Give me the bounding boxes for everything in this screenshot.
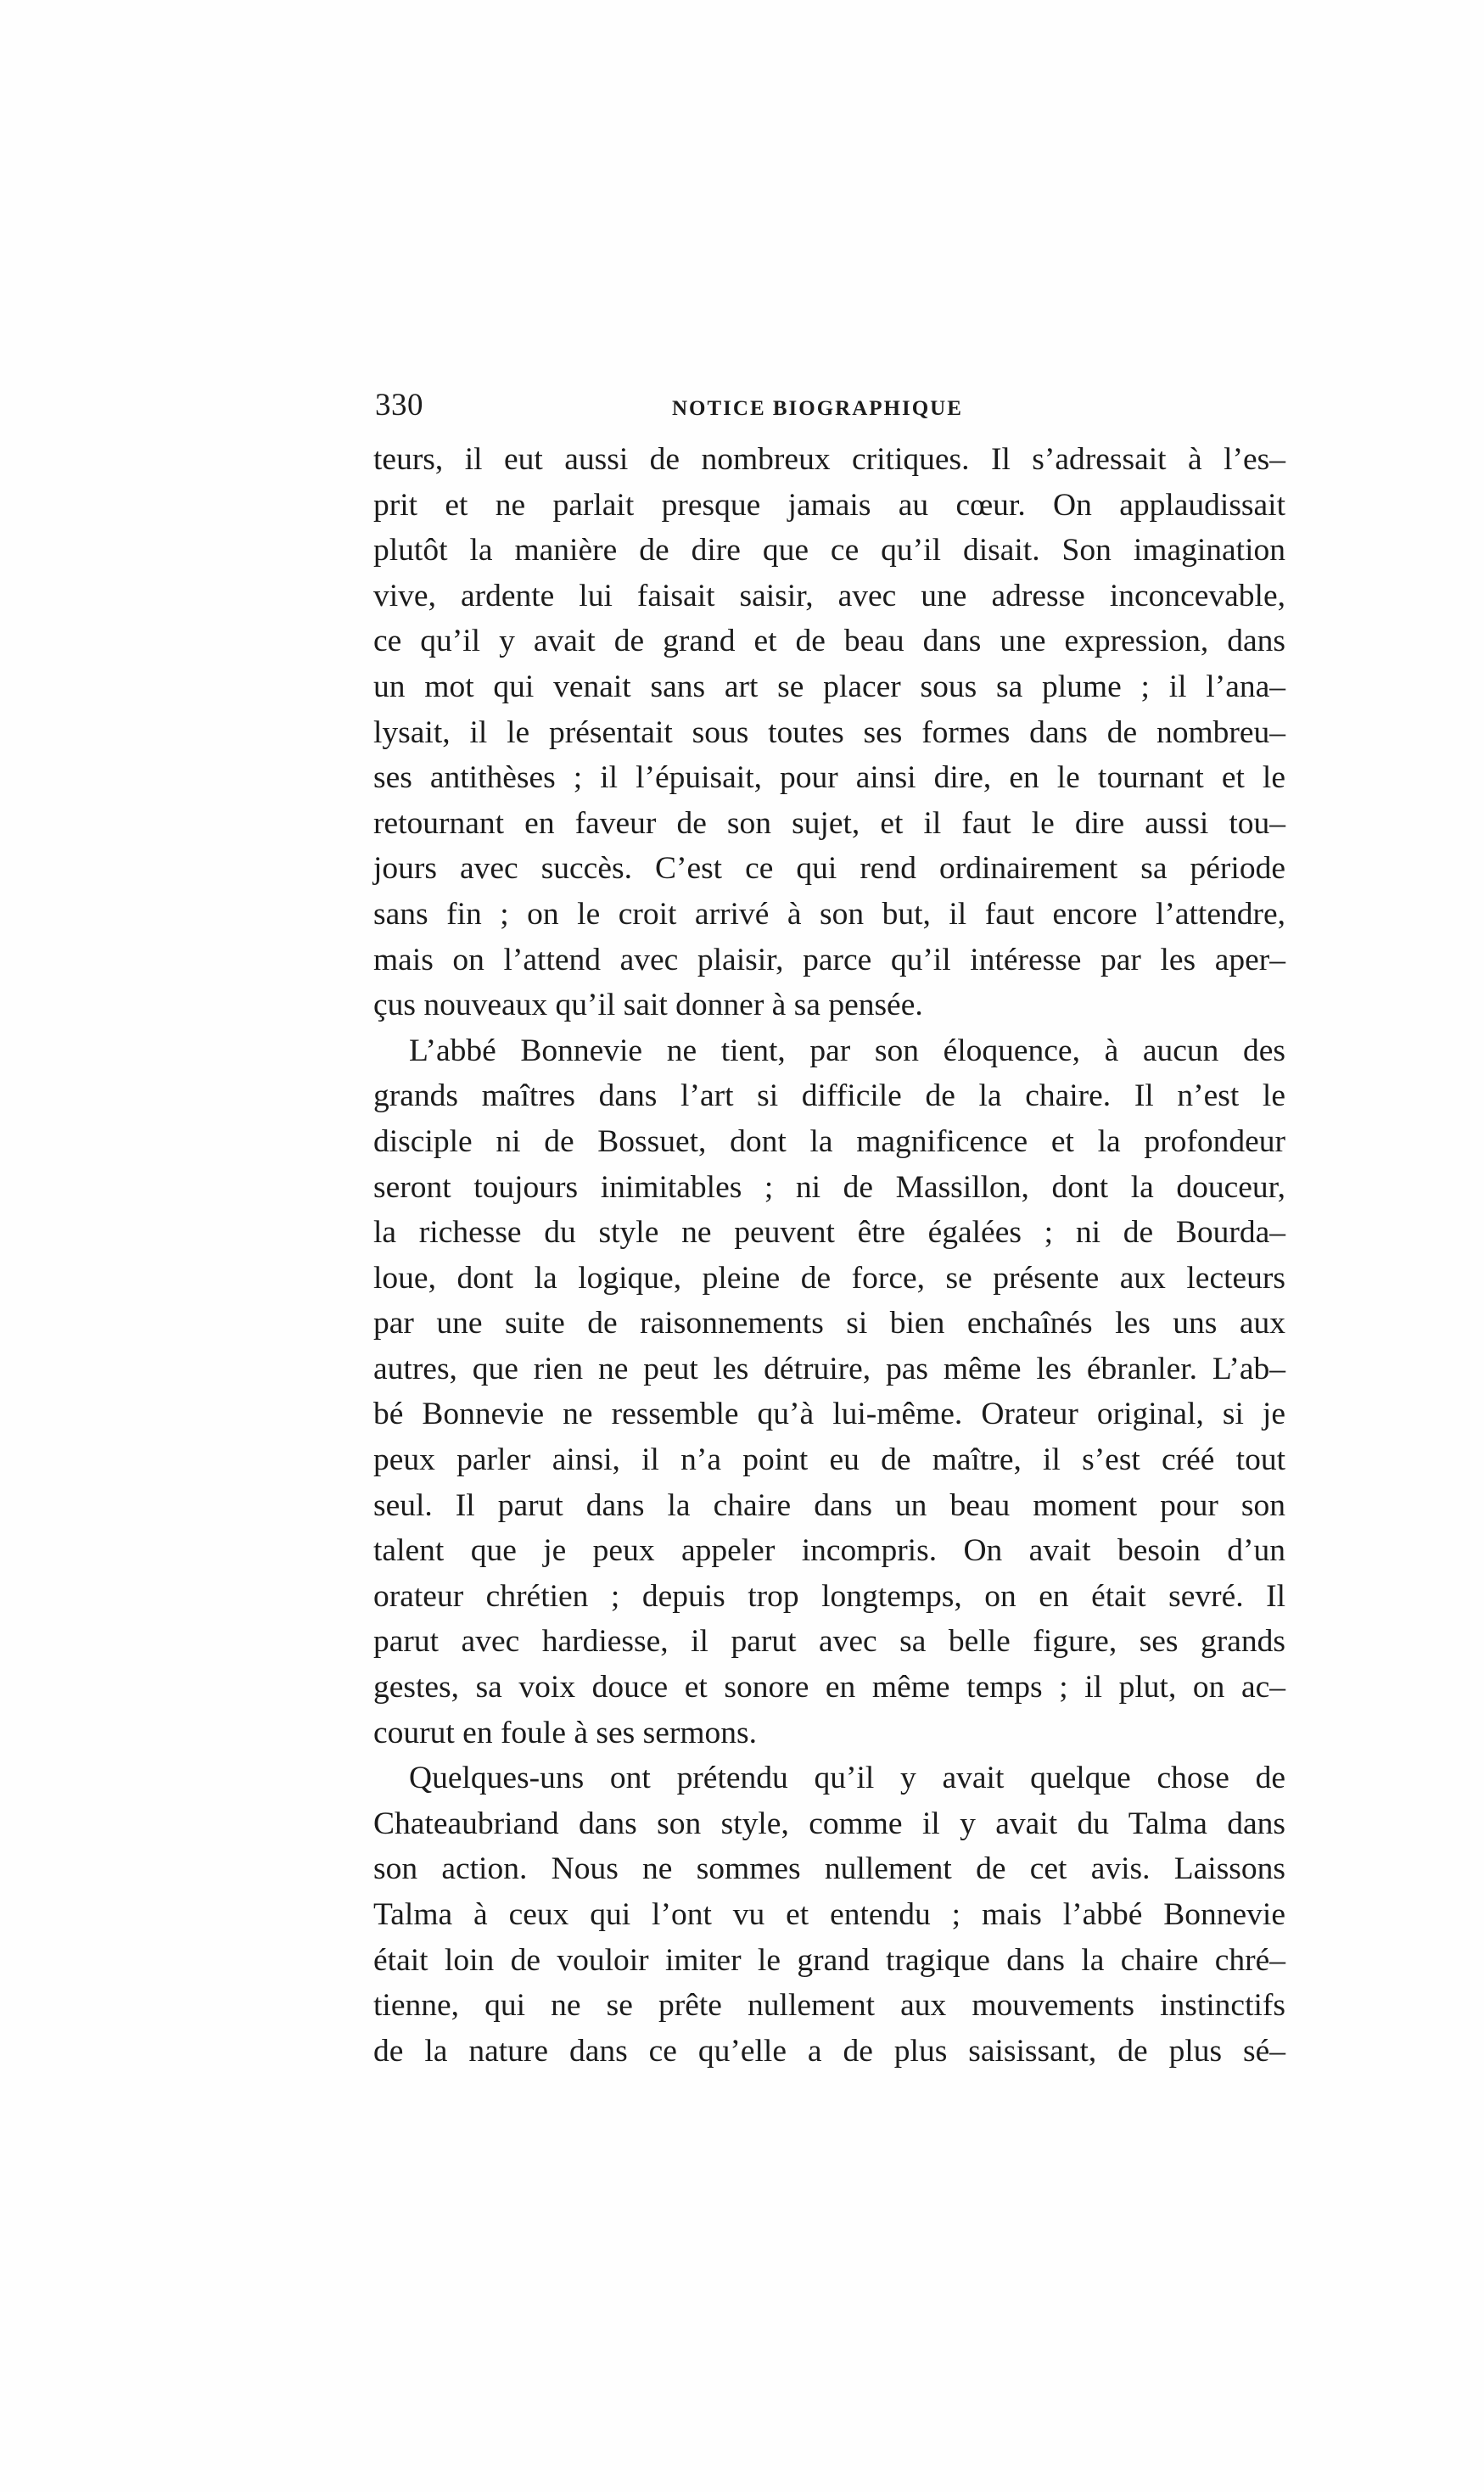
text-line: çus nouveaux qu’il sait donner à sa pensée. [373, 988, 923, 1023]
text-line: retournant en faveur de son sujet, et il faut le dire aussi tou– [373, 805, 1285, 841]
text-line: Talma à ceux qui l’ont vu et entendu ; mais l’abbé Bonnevie [373, 1897, 1285, 1932]
text-line: seront toujours inimitables ; ni de Massillon, dont la douceur, [373, 1169, 1285, 1205]
text-line: mais on l’attend avec plaisir, parce qu’il intéresse par les aper– [373, 942, 1285, 977]
text-line: de la nature dans ce qu’elle a de plus saisissant, de plus sé– [373, 2033, 1285, 2069]
text-line: L’abbé Bonnevie ne tient, par son éloquence, à aucun des [409, 1033, 1285, 1068]
text-line: son action. Nous ne sommes nullement de cet avis. Laissons [373, 1851, 1285, 1887]
paragraph [373, 437, 1285, 1028]
text-line: gestes, sa voix douce et sonore en même temps ; il plut, on ac– [373, 1670, 1285, 1705]
text-line: bé Bonnevie ne ressemble qu’à lui-même. Orateur original, si je [373, 1397, 1285, 1432]
text-line: courut en foule à ses sermons. [373, 1715, 757, 1750]
text-line: vive, ardente lui faisait saisir, avec une adresse inconcevable, [373, 578, 1285, 613]
text-line: un mot qui venait sans art se placer sous sa plume ; il l’ana– [373, 669, 1285, 704]
body-text [373, 437, 1285, 2074]
text-line: orateur chrétien ; depuis trop longtemps, on en était sevré. Il [373, 1578, 1285, 1614]
text-line: Chateaubriand dans son style, comme il y avait du Talma dans [373, 1806, 1285, 1841]
text-line: loue, dont la logique, pleine de force, se présente aux lecteurs [373, 1260, 1285, 1296]
text-line: grands maîtres dans l’art si difficile de la chaire. Il n’est le [373, 1078, 1285, 1114]
text-line: teurs, il eut aussi de nombreux critiques. Il s’adressait à l’es– [373, 442, 1285, 477]
text-line: lysait, il le présentait sous toutes ses formes dans de nombreu– [373, 714, 1285, 750]
text-line: plutôt la manière de dire que ce qu’il disait. Son imagination [373, 533, 1285, 568]
text-line: jours avec succès. C’est ce qui rend ordinairement sa période [373, 851, 1285, 887]
paragraph [373, 1028, 1285, 1756]
text-line: était loin de vouloir imiter le grand tragique dans la chaire chré– [373, 1942, 1285, 1978]
text-line: disciple ni de Bossuet, dont la magnificence et la profondeur [373, 1123, 1285, 1159]
text-line: seul. Il parut dans la chaire dans un beau moment pour son [373, 1487, 1285, 1523]
page-header [375, 380, 1274, 431]
text-line: la richesse du style ne peuvent être égalées ; ni de Bourda– [373, 1215, 1285, 1251]
text-line: peux parler ainsi, il n’a point eu de maître, il s’est créé tout [373, 1442, 1285, 1478]
text-line: ce qu’il y avait de grand et de beau dans une expression, dans [373, 624, 1285, 659]
text-line: parut avec hardiesse, il parut avec sa belle figure, ses grands [373, 1624, 1285, 1660]
text-line: sans fin ; on le croit arrivé à son but, il faut encore l’attendre, [373, 896, 1285, 932]
page-number: 330 [375, 388, 423, 423]
text-line: Quelques-uns ont prétendu qu’il y avait quelque chose de [409, 1761, 1285, 1796]
text-line: prit et ne parlait presque jamais au cœur. On applaudissait [373, 487, 1285, 523]
paragraph [373, 1756, 1285, 2074]
text-line: tienne, qui ne se prête nullement aux mouvements instinctifs [373, 1988, 1285, 2024]
running-head: NOTICE BIOGRAPHIQUE [672, 397, 963, 420]
text-line: autres, que rien ne peut les détruire, pas même les ébranler. L’ab– [373, 1351, 1285, 1386]
text-line: par une suite de raisonnements si bien enchaînés les uns aux [373, 1306, 1285, 1341]
text-line: ses antithèses ; il l’épuisait, pour ainsi dire, en le tournant et le [373, 760, 1285, 796]
text-line: talent que je peux appeler incompris. On avait besoin d’un [373, 1533, 1285, 1569]
